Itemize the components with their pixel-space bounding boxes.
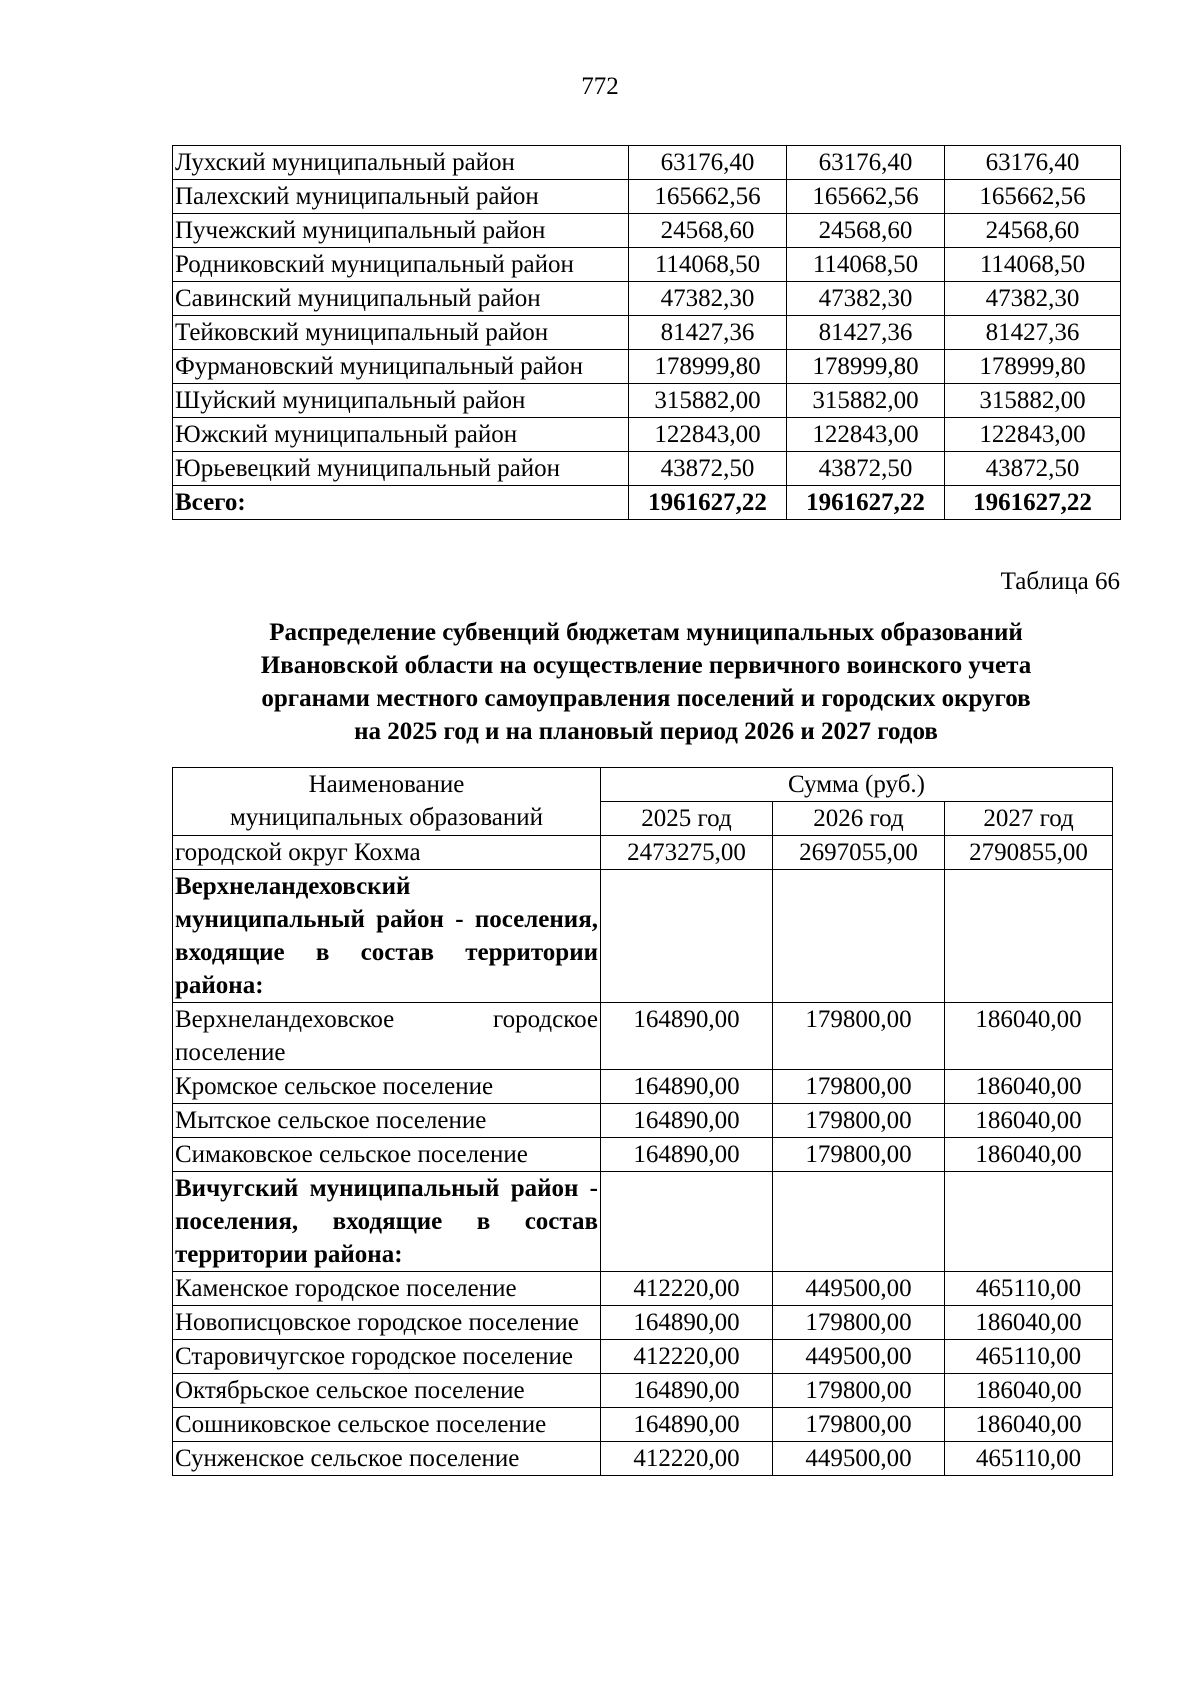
title-line: на 2025 год и на плановый период 2026 и 2027 годов (354, 718, 938, 745)
amount-cell: 2473275,00 (601, 836, 773, 870)
value-cell: 63176,40 (945, 146, 1121, 180)
value-cell: 24568,60 (787, 214, 945, 248)
amount-cell: 465110,00 (945, 1340, 1113, 1374)
value-cell: 178999,80 (629, 350, 787, 384)
district-name-cell: Тейковский муниципальный район (173, 316, 629, 350)
municipality-name-cell: городской округ Кохма (173, 836, 601, 870)
value-cell: 114068,50 (945, 248, 1121, 282)
amount-cell: 164890,00 (601, 1003, 773, 1070)
value-cell: 63176,40 (629, 146, 787, 180)
amount-cell: 186040,00 (945, 1003, 1113, 1070)
district-name-cell: Шуйский муниципальный район (173, 384, 629, 418)
amount-cell: 186040,00 (945, 1104, 1113, 1138)
group-header-row (173, 1172, 1113, 1272)
value-cell: 178999,80 (787, 350, 945, 384)
amount-cell: 412220,00 (601, 1442, 773, 1476)
district-name-cell: Юрьевецкий муниципальный район (173, 452, 629, 486)
value-cell: 178999,80 (945, 350, 1121, 384)
table-row (173, 1408, 1113, 1442)
table-row (173, 180, 1121, 214)
amount-cell: 164890,00 (601, 1374, 773, 1408)
value-cell: 315882,00 (787, 384, 945, 418)
district-name-cell: Савинский муниципальный район (173, 282, 629, 316)
district-name-cell: Палехский муниципальный район (173, 180, 629, 214)
table-row (173, 248, 1121, 282)
value-cell: 165662,56 (629, 180, 787, 214)
value-cell: 43872,50 (629, 452, 787, 486)
municipality-name-cell: Старовичугское городское поселение (173, 1340, 601, 1374)
amount-cell: 164890,00 (601, 1138, 773, 1172)
municipality-name-cell: Верхнеландеховское городское поселение (173, 1003, 601, 1070)
title-line: органами местного самоуправления поселений и городских округов (261, 685, 1031, 712)
amount-cell: 186040,00 (945, 1306, 1113, 1340)
amount-cell: 164890,00 (601, 1070, 773, 1104)
value-cell: 47382,30 (629, 282, 787, 316)
table-row (173, 1272, 1113, 1306)
amount-cell: 412220,00 (601, 1340, 773, 1374)
table-row (173, 1104, 1113, 1138)
amount-cell (773, 870, 945, 1003)
value-cell: 47382,30 (787, 282, 945, 316)
amount-cell (945, 870, 1113, 1003)
amount-cell: 179800,00 (773, 1003, 945, 1070)
sum-column-header: Сумма (руб.) (601, 768, 1113, 802)
amount-cell: 179800,00 (773, 1070, 945, 1104)
amount-cell: 186040,00 (945, 1374, 1113, 1408)
group-name-cell: Верхнеландеховский муниципальный район - поселения, входящие в состав территории района: (173, 870, 601, 1003)
amount-cell: 186040,00 (945, 1138, 1113, 1172)
amount-cell: 179800,00 (773, 1104, 945, 1138)
table-title (172, 616, 1120, 748)
year-2026-header: 2026 год (773, 802, 945, 836)
amount-cell: 164890,00 (601, 1408, 773, 1442)
group-name-cell: Вичугский муниципальный район - поселения, входящие в состав территории района: (173, 1172, 601, 1272)
total-value-cell: 1961627,22 (787, 486, 945, 520)
group-header-row (173, 870, 1113, 1003)
table-row (173, 350, 1121, 384)
value-cell: 63176,40 (787, 146, 945, 180)
amount-cell: 449500,00 (773, 1272, 945, 1306)
previous-table-continuation (172, 145, 1121, 520)
amount-cell: 449500,00 (773, 1442, 945, 1476)
district-name-cell: Южский муниципальный район (173, 418, 629, 452)
amount-cell: 164890,00 (601, 1306, 773, 1340)
table-row (173, 146, 1121, 180)
value-cell: 47382,30 (945, 282, 1121, 316)
year-2025-header: 2025 год (601, 802, 773, 836)
value-cell: 122843,00 (629, 418, 787, 452)
year-2027-header: 2027 год (945, 802, 1113, 836)
municipality-name-cell: Симаковское сельское поселение (173, 1138, 601, 1172)
table-row (173, 836, 1113, 870)
title-line: Распределение субвенций бюджетам муниципальных образований (269, 619, 1023, 646)
amount-cell: 449500,00 (773, 1340, 945, 1374)
subvention-table-body (173, 836, 1113, 1476)
name-column-header (173, 768, 601, 836)
amount-cell: 186040,00 (945, 1070, 1113, 1104)
municipality-name-cell: Новописцовское городское поселение (173, 1306, 601, 1340)
title-line: Ивановской области на осуществление первичного воинского учета (260, 652, 1032, 679)
table-row (173, 1003, 1113, 1070)
table-row (173, 418, 1121, 452)
header-row (173, 768, 1113, 802)
amount-cell: 179800,00 (773, 1306, 945, 1340)
value-cell: 114068,50 (629, 248, 787, 282)
table-row (173, 1070, 1113, 1104)
value-cell: 315882,00 (629, 384, 787, 418)
amount-cell (601, 870, 773, 1003)
municipality-name-cell: Мытское сельское поселение (173, 1104, 601, 1138)
amount-cell: 2790855,00 (945, 836, 1113, 870)
value-cell: 24568,60 (629, 214, 787, 248)
value-cell: 81427,36 (787, 316, 945, 350)
value-cell: 43872,50 (787, 452, 945, 486)
table-row (173, 1340, 1113, 1374)
table-row (173, 452, 1121, 486)
table-row (173, 1374, 1113, 1408)
value-cell: 165662,56 (787, 180, 945, 214)
amount-cell (945, 1172, 1113, 1272)
amount-cell: 179800,00 (773, 1408, 945, 1442)
amount-cell: 465110,00 (945, 1442, 1113, 1476)
municipality-name-cell: Каменское городское поселение (173, 1272, 601, 1306)
table-row (173, 1442, 1113, 1476)
amount-cell (601, 1172, 773, 1272)
total-row (173, 486, 1121, 520)
name-header-line: муниципальных образований (229, 804, 544, 831)
value-cell: 24568,60 (945, 214, 1121, 248)
value-cell: 122843,00 (787, 418, 945, 452)
table-caption: Таблица 66 (1000, 568, 1120, 595)
value-cell: 43872,50 (945, 452, 1121, 486)
table-row (173, 1306, 1113, 1340)
amount-cell: 465110,00 (945, 1272, 1113, 1306)
district-name-cell: Лухский муниципальный район (173, 146, 629, 180)
table-row (173, 316, 1121, 350)
value-cell: 315882,00 (945, 384, 1121, 418)
table-row (173, 282, 1121, 316)
value-cell: 81427,36 (629, 316, 787, 350)
municipality-name-cell: Сунженское сельское поселение (173, 1442, 601, 1476)
amount-cell: 412220,00 (601, 1272, 773, 1306)
amount-cell: 179800,00 (773, 1374, 945, 1408)
municipality-name-cell: Кромское сельское поселение (173, 1070, 601, 1104)
district-name-cell: Фурмановский муниципальный район (173, 350, 629, 384)
value-cell: 122843,00 (945, 418, 1121, 452)
district-name-cell: Родниковский муниципальный район (173, 248, 629, 282)
amount-cell (773, 1172, 945, 1272)
total-value-cell: 1961627,22 (945, 486, 1121, 520)
page-number: 772 (581, 73, 619, 100)
value-cell: 81427,36 (945, 316, 1121, 350)
municipality-name-cell: Сошниковское сельское поселение (173, 1408, 601, 1442)
amount-cell: 186040,00 (945, 1408, 1113, 1442)
total-label-cell: Всего: (173, 486, 629, 520)
amount-cell: 164890,00 (601, 1104, 773, 1138)
name-header-line: Наименование (308, 771, 465, 798)
amount-cell: 179800,00 (773, 1138, 945, 1172)
subvention-table (172, 767, 1113, 1476)
table-row (173, 214, 1121, 248)
value-cell: 114068,50 (787, 248, 945, 282)
district-name-cell: Пучежский муниципальный район (173, 214, 629, 248)
total-value-cell: 1961627,22 (629, 486, 787, 520)
amount-cell: 2697055,00 (773, 836, 945, 870)
value-cell: 165662,56 (945, 180, 1121, 214)
municipality-name-cell: Октябрьское сельское поселение (173, 1374, 601, 1408)
previous-table-body (173, 146, 1121, 520)
table-row (173, 1138, 1113, 1172)
table-row (173, 384, 1121, 418)
